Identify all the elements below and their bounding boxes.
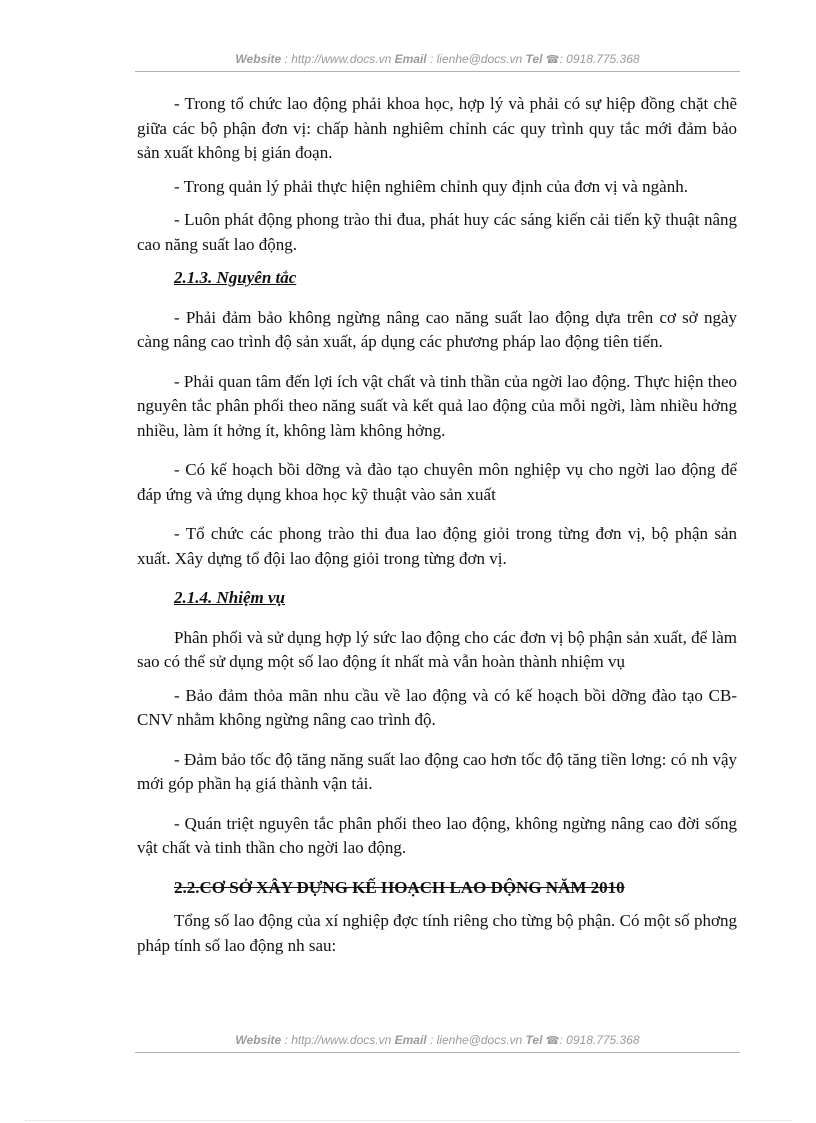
- paragraph: - Phải quan tâm đến lợi ích vật chất và tinh thần của ngời lao động. Thực hiện theo nguyên tắc phân phối theo năng suất và kết quả lao động của mỗi ngời, làm nhiều hởng nhiều, làm ít hởng ít, không làm không hởng.: [137, 371, 737, 440]
- paragraph: - Luôn phát động phong trào thi đua, phát huy các sáng kiến cải tiến kỹ thuật nâng cao năng suất lao động.: [137, 210, 737, 254]
- email-value: : lienhe@docs.vn: [429, 52, 523, 66]
- document-body: [137, 92, 737, 958]
- email-label: Email: [394, 1033, 427, 1047]
- section-heading-2-2: 2.2.CƠ SỞ XÂY DỰNG KẾ HOẠCH LAO ĐỘNG NĂM 2010: [174, 877, 625, 897]
- paragraph: - Quán triệt nguyên tắc phân phối theo lao động, không ngừng nâng cao đời sống vật chất và tinh thần cho ngời lao động.: [137, 813, 737, 857]
- paragraph: - Đảm bảo tốc độ tăng năng suất lao động cao hơn tốc độ tăng tiền lơng: có nh vậy mới góp phần hạ giá thành vận tải.: [137, 749, 737, 793]
- paragraph: Tổng số lao động của xí nghiệp đợc tính riêng cho từng bộ phận. Có một số phơng pháp tính số lao động nh sau:: [137, 911, 737, 955]
- website-label: Website: [235, 52, 282, 66]
- section-heading-2-1-4: 2.1.4. Nhiệm vụ: [174, 588, 285, 607]
- tel-value: : 0918.775.368: [559, 1033, 640, 1047]
- tel-label: Tel: [525, 52, 543, 66]
- paragraph: - Phải đảm bảo không ngừng nâng cao năng suất lao động dựa trên cơ sở ngày càng nâng cao trình độ sản xuất, áp dụng các phương pháp lao động tiên tiến.: [137, 307, 737, 351]
- website-value: : http://www.docs.vn: [284, 52, 392, 66]
- paragraph: - Bảo đảm thỏa mãn nhu cầu về lao động và có kế hoạch bồi dỡng đào tạo CB-CNV nhằm không ngừng nâng cao trình độ.: [137, 685, 737, 729]
- page-footer: [135, 1033, 740, 1053]
- paragraph: - Tổ chức các phong trào thi đua lao động giỏi trong từng đơn vị, bộ phận sản xuất. Xây dựng tổ đội lao động giỏi trong từng đơn vị.: [137, 524, 737, 568]
- tel-label: Tel: [525, 1033, 543, 1047]
- paragraph: - Có kế hoạch bồi dỡng và đào tạo chuyên môn nghiệp vụ cho ngời lao động để đáp ứng và ứng dụng khoa học kỹ thuật vào sản xuất: [137, 460, 737, 504]
- website-label: Website: [235, 1033, 282, 1047]
- phone-icon: ☎: [545, 54, 560, 66]
- section-heading-2-1-3: 2.1.3. Nguyên tắc: [174, 268, 297, 287]
- page-edge-divider: [25, 1120, 791, 1121]
- website-value: : http://www.docs.vn: [284, 1033, 392, 1047]
- page-header: [135, 52, 740, 72]
- phone-icon: ☎: [545, 1035, 560, 1047]
- header-rule: [135, 71, 740, 72]
- paragraph: - Trong quản lý phải thực hiện nghiêm chỉnh quy định của đơn vị và ngành.: [174, 176, 688, 196]
- email-value: : lienhe@docs.vn: [429, 1033, 523, 1047]
- paragraph: Phân phối và sử dụng hợp lý sức lao động cho các đơn vị bộ phận sản xuất, để làm sao có thể sử dụng một số lao động ít nhất mà vẫn hoàn thành nhiệm vụ: [137, 627, 737, 671]
- footer-rule: [135, 1052, 740, 1053]
- paragraph: - Trong tổ chức lao động phải khoa học, hợp lý và phải có sự hiệp đồng chặt chẽ giữa các bộ phận đơn vị: chấp hành nghiêm chỉnh các quy trình quy tắc mới đảm bảo sản xuất không bị gián đoạn.: [137, 94, 737, 162]
- email-label: Email: [394, 52, 427, 66]
- tel-value: : 0918.775.368: [559, 52, 640, 66]
